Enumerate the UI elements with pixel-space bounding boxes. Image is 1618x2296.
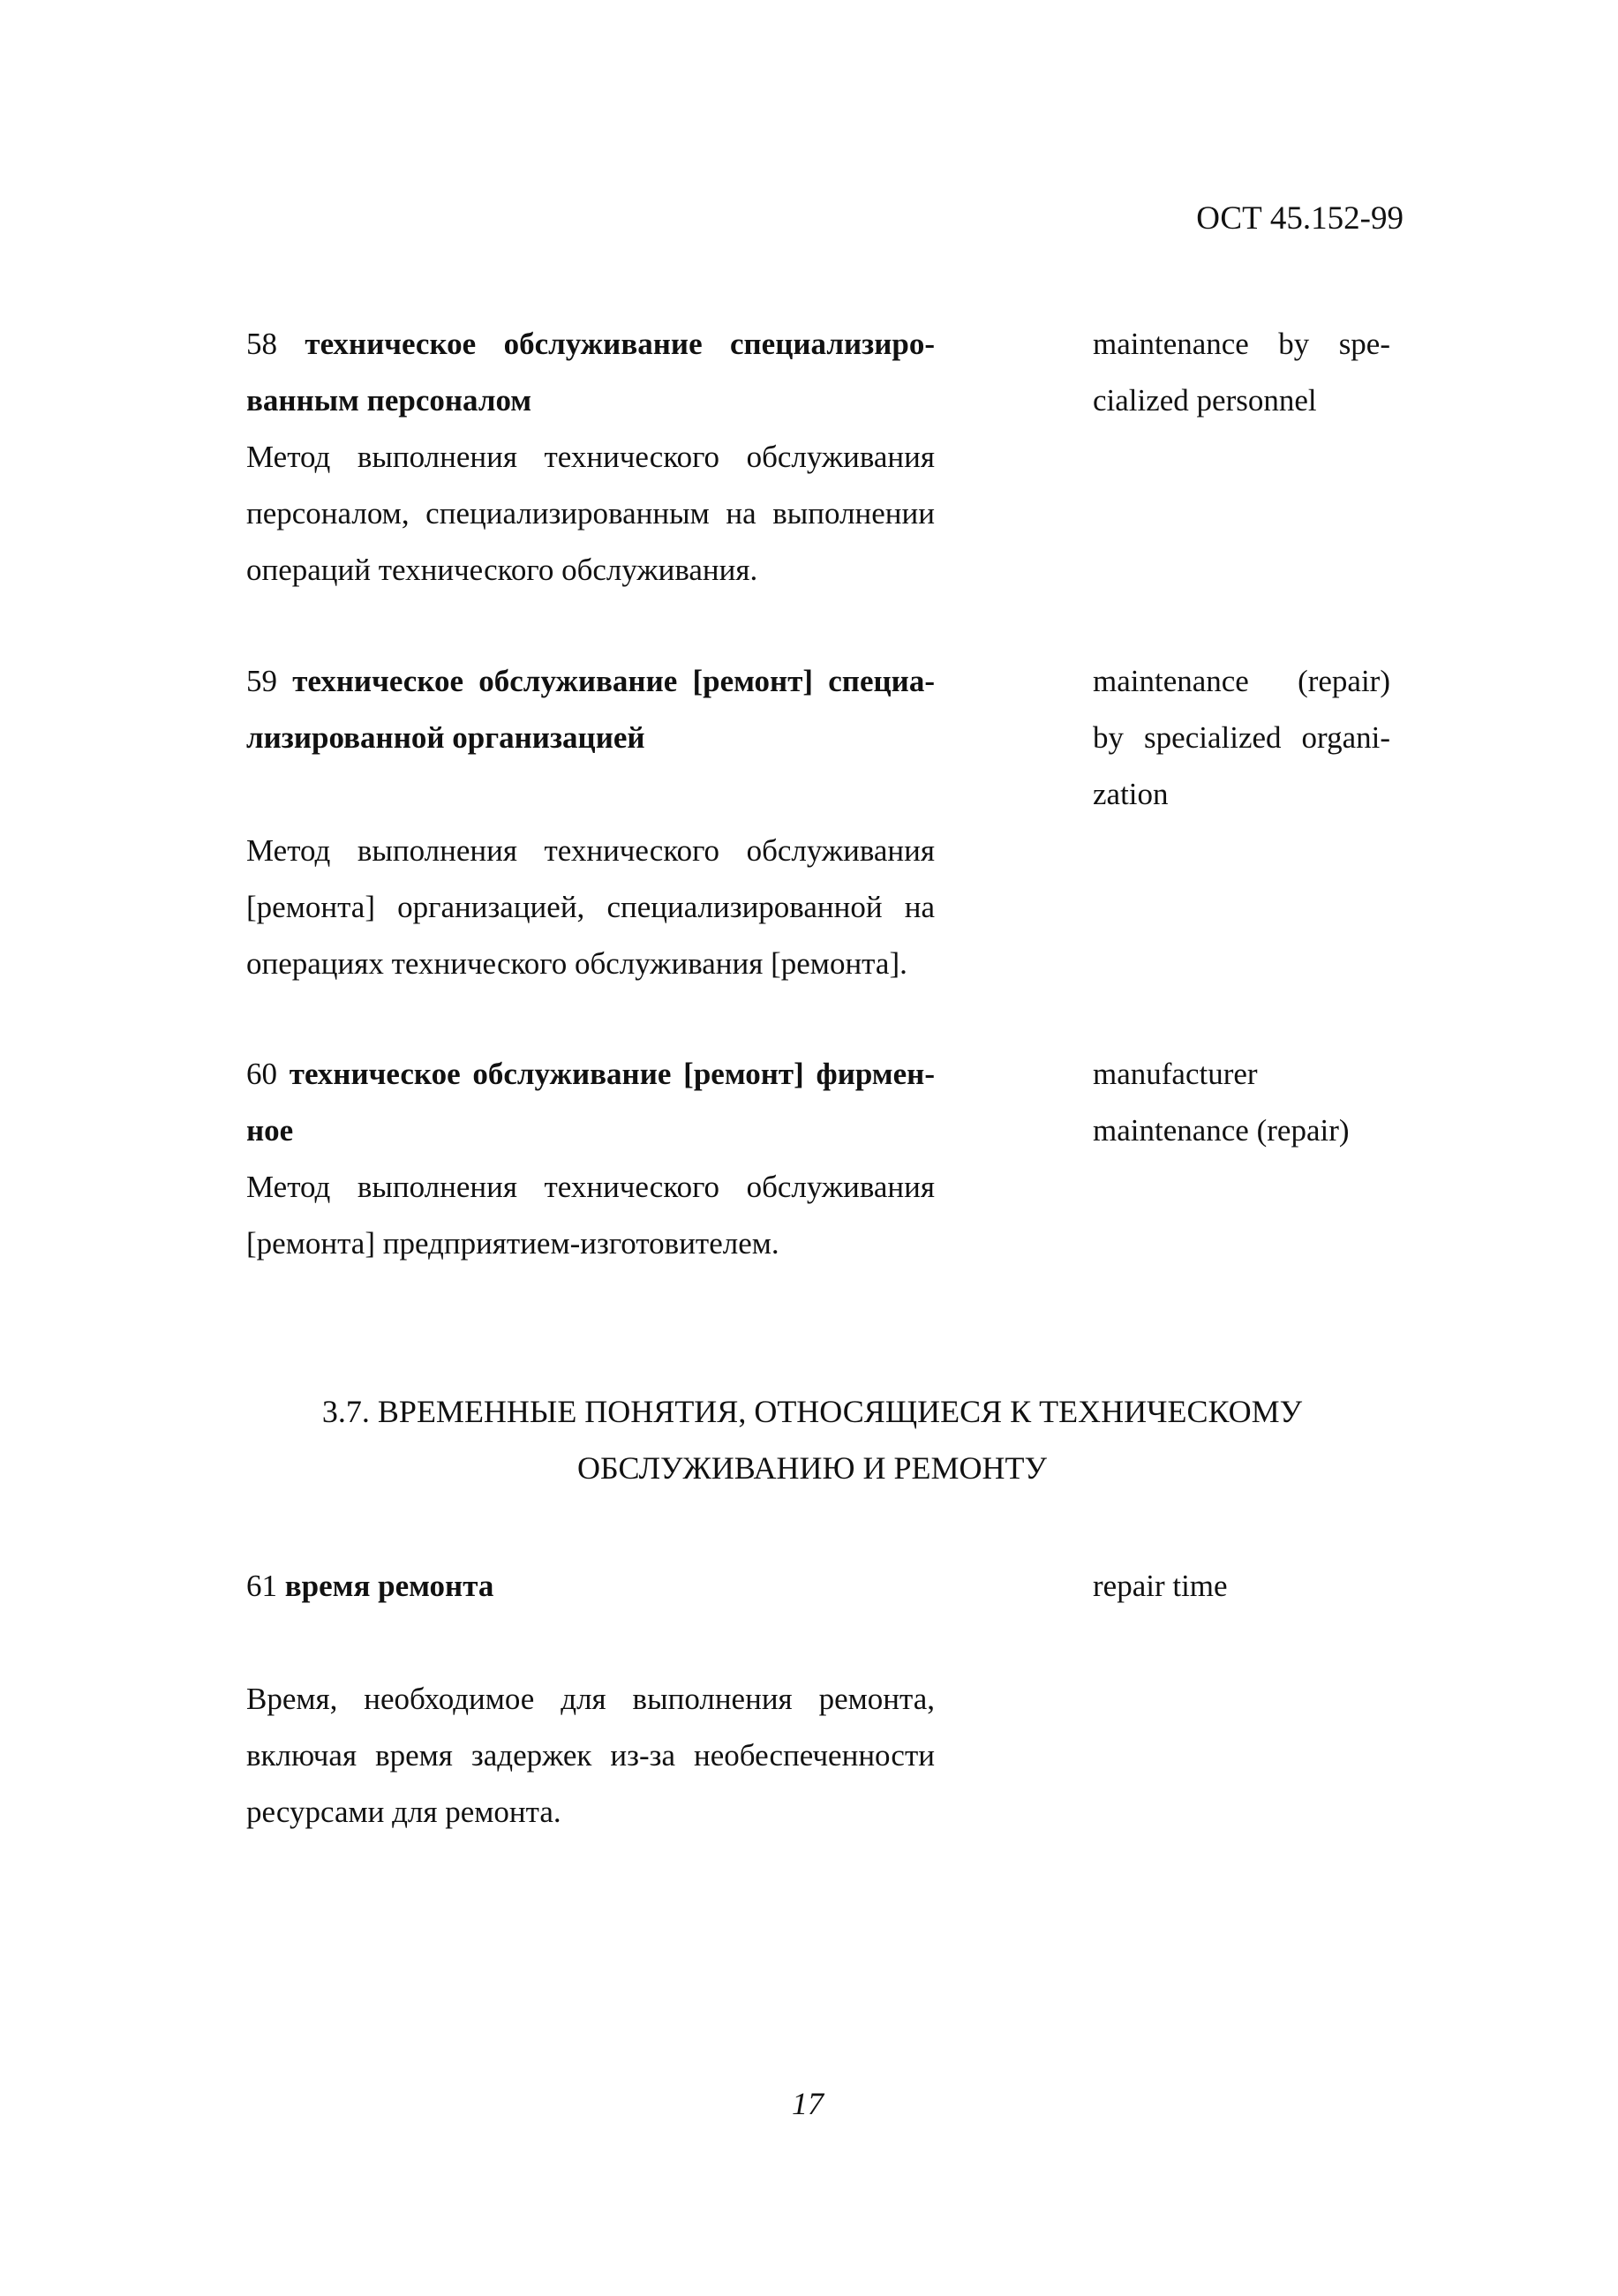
term-english-column <box>1093 316 1390 429</box>
term-text: техническое обслуживание [ремонт] фирмен- <box>289 1057 936 1091</box>
term-number: 61 <box>246 1569 277 1603</box>
english-term-line: maintenance (repair) <box>1093 1113 1350 1148</box>
term-line <box>246 1046 935 1103</box>
term-definition: Время, необходимое для выполнения ремонта, включая время задержек из-за необеспеченности ресурсами для ремонта. <box>246 1682 935 1829</box>
term-line <box>246 316 935 373</box>
term-russian-column <box>246 316 935 598</box>
term-number: 60 <box>246 1057 277 1091</box>
english-term-line: by specialized organi- <box>1093 720 1390 755</box>
page-number: 17 <box>792 2086 824 2121</box>
term-text: техническое обслуживание [ремонт] специа- <box>292 664 935 698</box>
term-definition: Метод выполнения технического обслуживания персоналом, специализированным на выполнении операций технического обслуживания. <box>246 440 935 587</box>
term-text: техническое обслуживание специализиро- <box>305 327 935 361</box>
term-line <box>246 653 935 710</box>
term-definition: Метод выполнения технического обслуживания [ремонта] организацией, специализированной на операциях технического обслуживания [ремонта]. <box>246 833 935 981</box>
term-russian-column <box>246 653 935 992</box>
term-number: 58 <box>246 327 277 361</box>
term-definition: Метод выполнения технического обслуживания [ремонта] предприятием-изготовителем. <box>246 1170 935 1261</box>
term-english-column <box>1093 653 1390 823</box>
term-line <box>246 1558 935 1615</box>
term-russian-column <box>246 1046 935 1272</box>
term-russian-column <box>246 1558 935 1841</box>
term-text: ванным персоналом <box>246 383 532 418</box>
document-code: ОСТ 45.152-99 <box>1196 200 1404 237</box>
term-english-column <box>1093 1558 1390 1615</box>
english-term-line: manufacturer <box>1093 1057 1258 1091</box>
english-term-line: cialized personnel <box>1093 383 1317 418</box>
english-term-line: repair time <box>1093 1569 1228 1603</box>
term-number: 59 <box>246 664 277 698</box>
english-term-line: maintenance (repair) <box>1093 664 1390 698</box>
english-term-line: zation <box>1093 777 1169 811</box>
term-text: лизированной организацией <box>246 720 645 755</box>
section-heading-line: ОБСЛУЖИВАНИЮ И РЕМОНТУ <box>577 1450 1047 1486</box>
section-heading-line: 3.7. ВРЕМЕННЫЕ ПОНЯТИЯ, ОТНОСЯЩИЕСЯ К ТЕХНИЧЕСКОМУ <box>321 1394 1303 1429</box>
english-term-line: maintenance by spe- <box>1093 327 1390 361</box>
section-heading <box>265 1383 1359 1496</box>
term-text: ное <box>246 1113 294 1148</box>
term-english-column <box>1093 1046 1390 1159</box>
term-text: время ремонта <box>284 1569 494 1603</box>
